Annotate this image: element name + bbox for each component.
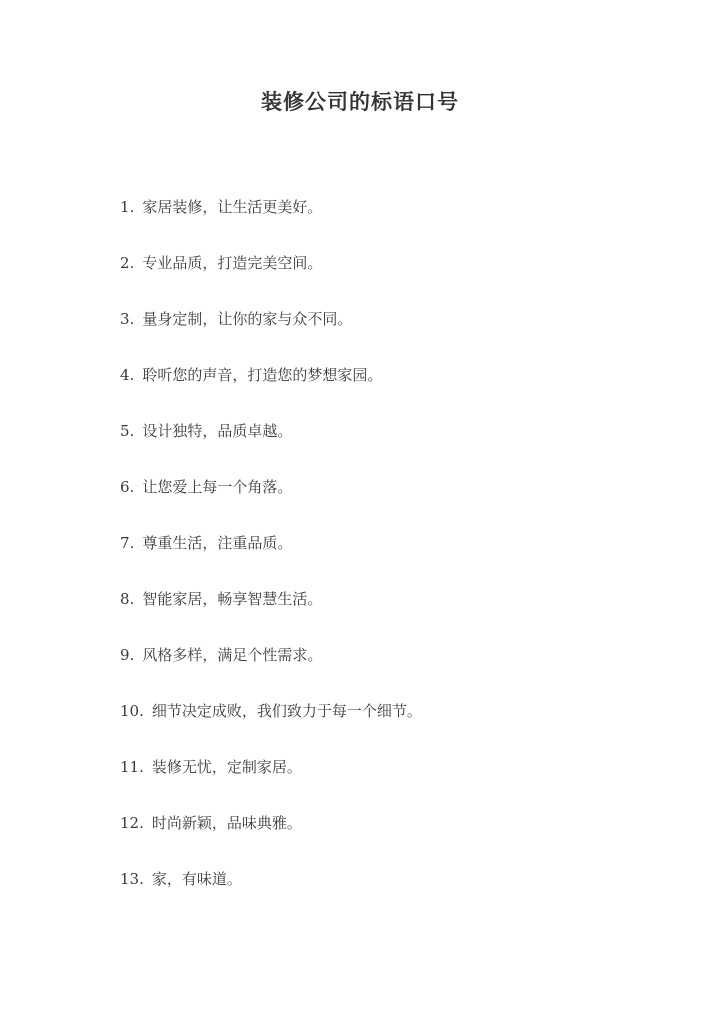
list-item: [120, 809, 422, 865]
list-item: [120, 473, 422, 529]
slogan-list: [120, 193, 422, 921]
list-item: [120, 585, 422, 641]
list-item: [120, 417, 422, 473]
list-item: [120, 865, 422, 921]
list-item-number: 13.: [120, 870, 144, 888]
list-item-number: 10.: [120, 702, 144, 720]
list-item-text: 让您爱上每一个角落。: [142, 478, 293, 496]
list-item-number: 12.: [120, 814, 144, 832]
list-item-number: 3.: [120, 310, 135, 328]
list-item-text: 设计独特，品质卓越。: [142, 422, 293, 440]
list-item: [120, 361, 422, 417]
list-item-text: 尊重生活，注重品质。: [142, 534, 293, 552]
list-item: [120, 641, 422, 697]
list-item-text: 时尚新颖，品味典雅。: [151, 814, 302, 832]
list-item-text: 聆听您的声音，打造您的梦想家园。: [142, 366, 383, 384]
list-item-text: 家，有味道。: [151, 870, 242, 888]
list-item-text: 家居装修，让生活更美好。: [142, 198, 323, 216]
list-item-number: 11.: [120, 758, 144, 776]
list-item-number: 5.: [120, 422, 135, 440]
document-title: 装修公司的标语口号: [261, 89, 459, 114]
list-item: [120, 753, 422, 809]
list-item-text: 专业品质，打造完美空间。: [142, 254, 323, 272]
list-item-number: 1.: [120, 198, 135, 216]
list-item: [120, 529, 422, 585]
list-item: [120, 193, 422, 249]
list-item-text: 量身定制，让你的家与众不同。: [142, 310, 353, 328]
list-item-number: 7.: [120, 534, 135, 552]
list-item: [120, 305, 422, 361]
list-item-text: 细节决定成败，我们致力于每一个细节。: [151, 702, 422, 720]
list-item-text: 风格多样，满足个性需求。: [142, 646, 323, 664]
list-item-number: 6.: [120, 478, 135, 496]
list-item-text: 装修无忧，定制家居。: [151, 758, 302, 776]
list-item-number: 4.: [120, 366, 135, 384]
list-item-number: 8.: [120, 590, 135, 608]
list-item-text: 智能家居，畅享智慧生活。: [142, 590, 323, 608]
list-item: [120, 249, 422, 305]
list-item-number: 9.: [120, 646, 135, 664]
list-item: [120, 697, 422, 753]
list-item-number: 2.: [120, 254, 135, 272]
